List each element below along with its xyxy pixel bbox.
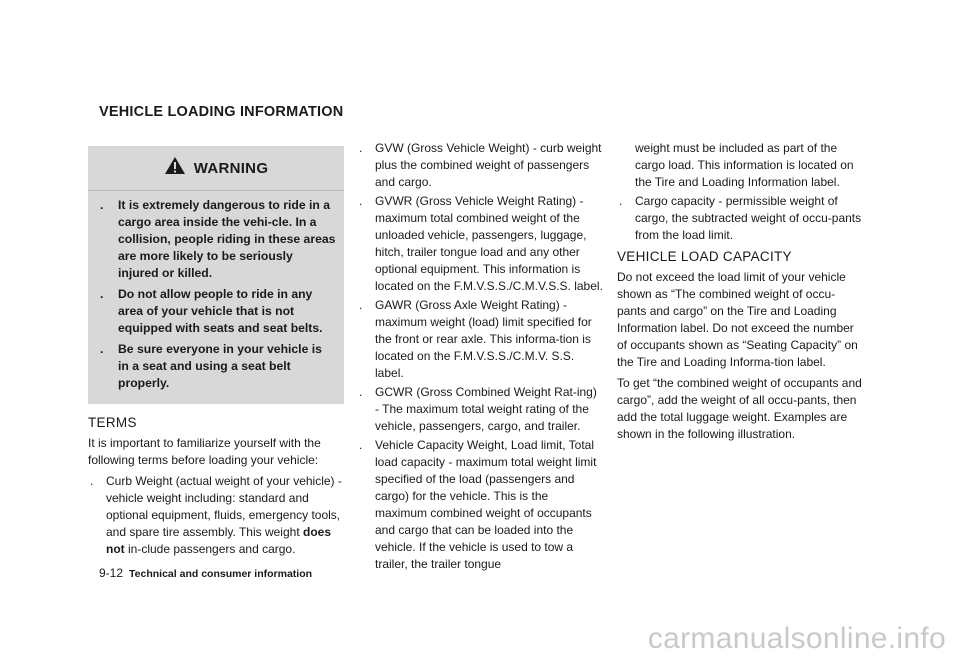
column-2 [357, 140, 603, 575]
page-number: 9-12 [99, 566, 124, 580]
warning-item: . It is extremely dangerous to ride in a cargo area inside the vehi-cle. In a collision, people riding in these areas are more likely to be seriously injured or killed. [100, 198, 336, 280]
section-title: VEHICLE LOADING INFORMATION [99, 104, 344, 120]
list-item: . GCWR (Gross Combined Weight Rat-ing) - The maximum total weight rating of the vehicle, passengers, cargo, and trailer. [359, 385, 597, 433]
warning-list [88, 197, 344, 392]
load-capacity-heading: VEHICLE LOAD CAPACITY [617, 249, 792, 264]
terms-heading: TERMS [88, 415, 137, 430]
list-item: . GVW (Gross Vehicle Weight) - curb weight plus the combined weight of passengers and cargo. [359, 141, 602, 189]
load-capacity-paragraph-2: To get “the combined weight of occupants and cargo”, add the weight of all occu-pants, then add the total luggage weight. Examples are shown in the following illustration. [617, 376, 862, 441]
terms-list-1 [88, 473, 344, 558]
warning-item: . Do not allow people to ride in any area of your vehicle that is not equipped with seats and seat belts. [100, 287, 323, 335]
warning-item: . Be sure everyone in your vehicle is in a seat and using a seat belt properly. [100, 342, 322, 390]
terms-list-3 [617, 193, 863, 244]
footer-section-name: Technical and consumer information [129, 568, 313, 580]
list-item: . Cargo capacity - permissible weight of cargo, the subtracted weight of occu-pants from the load limit. [619, 194, 862, 242]
terms-list-2 [357, 140, 603, 573]
list-item: . GVWR (Gross Vehicle Weight Rating) - maximum total combined weight of the unloaded vehicle, passengers, luggage, hitch, trailer tongue load and any other optional equipment. This information is located on the F.M.V.S.S./C.M.V.S.S. label. [359, 194, 603, 293]
list-item: . Vehicle Capacity Weight, Load limit, Total load capacity - maximum total weight limit specified of the load (passengers and cargo) for the vehicle. This is the maximum combined weight of occupants and cargo that can be loaded into the vehicle. If the vehicle is used to tow a trailer, the trailer tongue [359, 438, 597, 571]
list-item: . GAWR (Gross Axle Weight Rating) - maximum weight (load) limit specified for the front or rear axle. This informa-tion is located on the F.M.V.S.S./C.M.V. S.S. label. [359, 298, 592, 380]
warning-triangle-icon [164, 156, 186, 180]
column-3 [617, 140, 863, 447]
page-footer [99, 566, 312, 580]
watermark: carmanualsonline.info [647, 622, 946, 655]
warning-header [88, 152, 344, 191]
continued-text: weight must be included as part of the cargo load. This information is located on the Tire and Loading Information label. [635, 141, 854, 189]
load-capacity-paragraph-1: Do not exceed the load limit of your vehicle shown as “The combined weight of occu-pants and cargo” on the Tire and Loading Information label. Do not exceed the number of occupants shown as “Seating Capacity” on the Tire and Loading Informa-tion label. [617, 270, 858, 369]
list-item: . Curb Weight (actual weight of your vehicle) - vehicle weight including: standard and optional equipment, fluids, emergency tools, and spare tire assembly. This weight does not in-clude passengers and cargo. [90, 474, 342, 556]
warning-box [88, 146, 344, 404]
terms-intro: It is important to familiarize yourself with the following terms before loading your vehicle: [88, 436, 321, 467]
warning-label: WARNING [193, 159, 269, 177]
column-1 [88, 146, 344, 560]
